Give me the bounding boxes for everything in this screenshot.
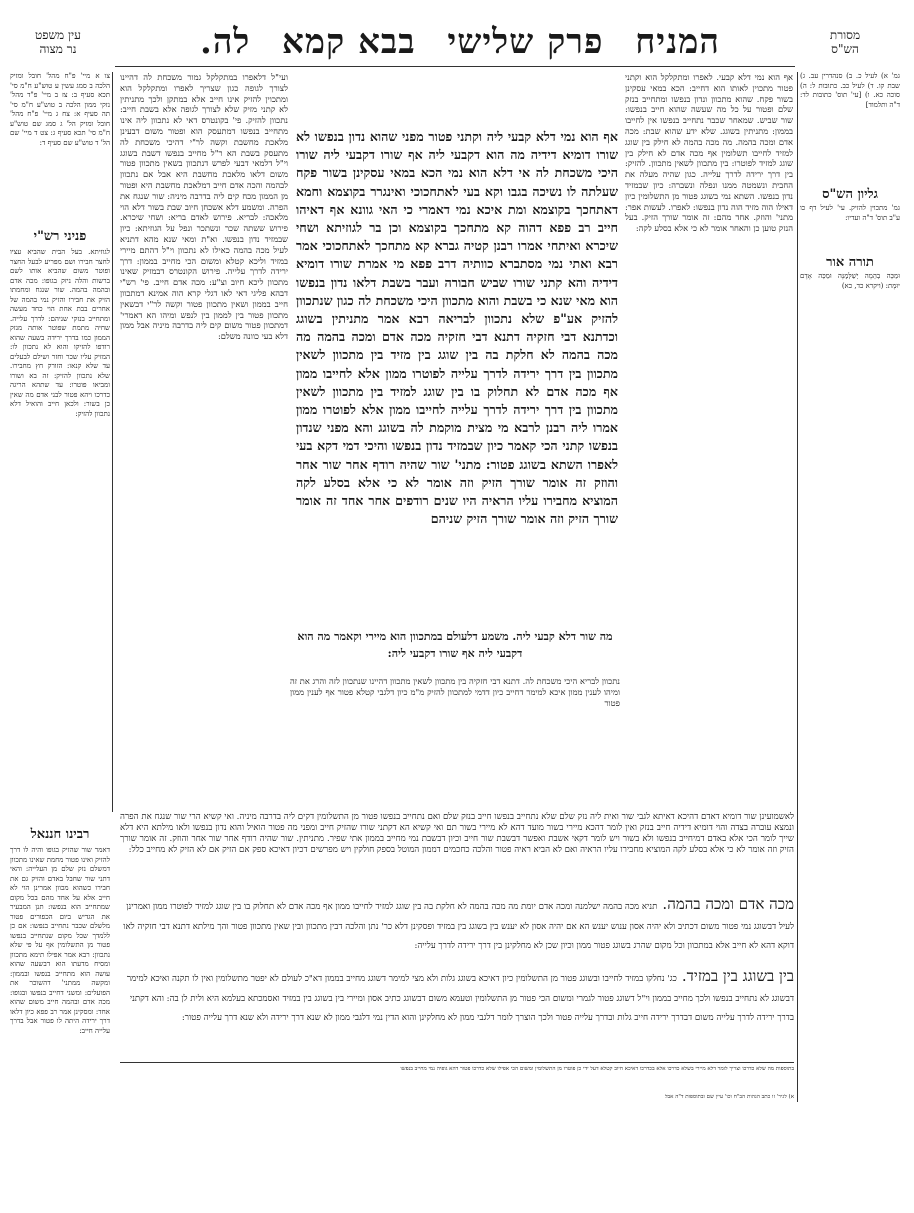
rabbenu-chananel-heading: רבינו חננאל: [30, 827, 90, 842]
masoret-hashas: גמ' א) לעיל כ. ב) סנהדרין עב. ג) שבת קו. ד) לעיל כב. כתובות ל: ה) סוכה כא. ו) [עי' תוס' כתובות לד: ד"ה ותלמוד]: [800, 72, 900, 109]
lower-commentary: לאשמועינן שור דומיא דאדם דהיכא דאיתא לגבי שור ואית ליה נזק שלם שלא נתחייב בנפשו חייב בנזק שלם ואם נתחייב בנפשו פטור מן התשלומין דקים ליה בדרבה מיניה. ואי קשיא הרי שור שנגח את הפרה ונמצא עוברה בצדה והוי דומיא דידיה חייב בנזק ואין לומר דהכא מיירי בשור מועד דהא לא מיירי בשור תם ואי קשיא הא דקתני שורו שהזיק חייב ומפני מה פטור הואיל והוא נדון בנפשו ולאו מילתא היא דלא שייך לומר הכי אלא באדם דמיחייב בנפשו ולא בשור ויש לומר דקאי אשבת ואפשר דבשבת שור חייב וכיון דבשבת נמי מחייב בממון אתי שפיר. מתניתין. שור שהיה רודף אחר שור אחר והוזק. זה אומר שורך הזיק וזה אומר לא כי אלא בסלע לקה המוציא מחבירו עליו הראיה ואם לא הביא ראיה פטור והלכה כחכמים דממון המוטל בספק חולקין ויש מפרשים דכיון דאיכא ספק אם הזיק אם לא הזיק לא מחייב כלל:: [120, 812, 794, 855]
makeh-section: [120, 894, 794, 962]
header-divider: [115, 66, 795, 67]
chapter-name: המניח: [635, 22, 720, 62]
bottom-divider: [120, 1062, 794, 1063]
page-number: לה.: [200, 22, 251, 62]
gilyon-hashas: גמ' מתכוין להזיק. עי' לעיל דף כו ע"ב תוס' ד"ה ועדיו:: [800, 204, 900, 222]
rabbenu-chananel: דאמר שור שהזיק בגופו והיה לו דרך להזיק ואינו פטור מחמת שאינו מתכוון דמשלם נזק שלם מן העלייה: והאי דתני שור שחבל באדם והזיק גם את חבירו כשהוא מכוון אמרינן הוי לא חייב אלא על אחד מהם בכל מקום שמתחייב הוא בנפשו: תנן המבעיר את הגדיש ביום הכפורים פטור מלשלם שכבר נתחייב בנפשו: אם כן ללמדך שכל מקום שנתחייב בנפשו פטור מן התשלומין אף על פי שלא נתכוון: רבא אמר אפילו תימא מתכוון ומסיח מדעתו הוא דבשעה שהוא עושה הוא מתחייב בנפשו ובממון: ומקשה ממתני' דהשוכר את הפועלים: ומשני דחייב בנפשו ובגופו: מכה אדם ובהמה חייב משום שהוא אחד: ומסקינן אמר רב פפא כיון דלאו דרך ירידה היתה לו פטור אבל בדרך עלייה חייב:: [10, 846, 110, 1035]
gilyon-hashas-heading: גליון הש"ס: [822, 187, 878, 202]
mah-shor-heading: מה שור דלא קבעי ליה. משמע דלעולם במתכוון הוא מיירי וקאמר מה הוא דקבעי ליה אף שורו דקבעי ליה:: [297, 630, 613, 660]
left-column-divider: [112, 72, 113, 812]
tosafot: ועי"ל דלאפרו במתקלקל גמור משכחת לה דהיינו לצורך לגופה כגון שצריך לאפרו ומתקלקל הוא ומתכוין להזיק אינו חייב אלא במתקן ולכך מתניתין לא קתני מזיק שלא לצורך לגופה אלא בשבת חייב: נתכוון להזיק. פי' בקונטרס דאי לא נתכוון ליה אינו מתחייב בנפשו דמתעסק הוא ופטור משום דבעינן מלאכת מחשבת וקשה לר"י דהיכי משכחת לה מתעסק בשבת הא ר"ל מחייב בנפשו דשבת בשוגג וי"ל דלמאי דבעי לפרש דנתכוון בשאין מתכוון פטור משום דלאו מלאכת מחשבת היא אבל אם נתכוון לבהמה והכה אדם חייב דמלאכת מחשבת היא ופטור מן הממון מכח קים ליה בדרבה מיניה: שור שנגח את הפרה. ומשמע דלא אשכחן חיוב שבת בשור דלא הוי מלאכה: לבריא. פירוש לאדם בריא: ושחי שיכרא. פירוש ששתה שכר ונשתכר ונפל על הגוזיתא: כיון שבמזיד נדון בנפשו. וא"ת ומאי שנא מהא דתניא לעיל מכה בהמה כאילו לא נתכוון וי"ל דהתם מיירי במזיד וליכא קטלא ומשום הכי מחייב בממון: דרך ירידה לדרך עלייה. פירוש הקונטרס דבמזיק שאינו מתכוון ליכא חיוב וצ"ע: מכה אדם חייב. פי' רש"י דבהא פליגי דאי לאו דגלי קרא הוה אמינא דמתכוון חייב בממון ושאין מתכוון פטור וקשה לר"י דבשאין מתכוון פטור בין לממון בין לנפש ומיהו הא דאמרי' דמתכוון פטור משום קים ליה בדרבה מיניה אבל ממון דלא בעי כוונה משלם:: [120, 72, 288, 342]
right-margin-heading: מסורת הש"ס: [829, 28, 861, 56]
footer-line: בתוספות מה שלא כדרכו וצריך לומר דלא מיירי בשלא כדרכו אלא בכדרכו דאיכא חיוב קטלא דעל ידי כן פוטרו מן התשלומין ומשום הכי אפילו שלא כדרכו פטור דהא גופיה נמי מחייב בנפשו: [400, 1066, 794, 1072]
gemara-text: אף הוא נמי דלא קבעי ליה וקתני פטור מפני שהוא נדון בנפשו לא שורו דומיא דידיה מה הוא דקבעי ליה אף שורו דקבעי ליה שורו היכי משכחת לה אי דלא הוא נמי הכא במאי עסקינן בשור פקח שעלתה לו נשיכה בגבו וקא בעי לאתחכוכי ואינגרר בקוצמא וחמא דאתחכך בקוצמא ומת איכא נמי דאמרי כי האי גוונא אף דאיהו חייב רב פפא דהוה קא מתחכך בקוצמא וכן בר לגוזיתא ושחי שיכרא ואיתחי אמרו רבנן קטיה גברא קא מתחכך לאתחכוכי אמר רבא ואתי נמי מסתברא כוותיה דרב פפא מי אמרת שורו דומיא דידיה והא קתני שורו שביש חבורה ועבר בשבת דלאו נדון בנפשו הוא מאי שנא כי בשבת והוא מתכוון היכי משכחת לה כגון שנתכוון להזיק אע"פ שלא נתכוון לבריאה רבא אמר מתניתין בשוגג וכדתנא דבי חזקיה דתנא דבי חזקיה מכה אדם ומכה בהמה מה מכה בהמה לא חלקת בה בין שוגג בין מזיד בין מתכוון לשאין מתכוון בין דרך ירידה לדרך עלייה לפוטרו ממון אלא לחייבו ממון אף מכה אדם לא תחלוק בו בין שוגג למזיד בין מתכוון לשאין מתכוון בין דרך ירידה לדרך עלייה לחייבו ממון אלא לפוטרו ממון אמרו ליה רבנן לרבא מי מצית מוקמת לה בשוגג והא מפני שנדון בנפשו קתני הכי קאמר כיון שבמזיד נדון בנפשו והיכי דמי דקא בעי לאפרו השתא בשוגג פטור: מתני' שור שהיה רודף אחר שור אחר והוזק זה אומר שורך הזיק וזה אומר לא כי אלא בסלע לקה המוציא מחבירו עליו הראיה היו שנים רודפים אחר אחד זה אומר שורך הזיק וזה אומר שורך הזיק שניהם: [296, 129, 618, 527]
torah-or: וּמַכֵּה בְהֵמָה יְשַׁלְּמֶנָּה וּמַכֵּה אָדָם יוּמָת: (ויקרא כד, כא): [800, 272, 900, 290]
ein-mishpat: צו א מיי' פ"ח מהל' חובל ומזיק הלכה ב סמג עשין ע טוש"ע ח"מ סי' תכא סעיף ב: צז ב מיי' פ"ד מהל' נזקי ממון הלכה ב טוש"ע ח"מ סי' תה סעיף א: צח ג מיי' פ"ח מהל' חובל ומזיק הל' ג סמג שם טוש"ע ח"מ סי' תכא סעיף ג: צט ד מיי' שם הל' ד טוש"ע שם סעיף ד:: [10, 72, 110, 147]
bein-heading: בין בשוגג בין במזיד.: [681, 967, 794, 985]
page-header: [200, 22, 720, 62]
tractate-title: בבא קמא: [282, 22, 416, 62]
right-column-divider: [797, 72, 798, 1102]
nitkavein-lebari: נתכוון לבריא היכי משכחת לה. דתנא דבי חזקיה בין מתכוון לשאין מתכוון דהיינו שנתכוון לזה והרג את זה ומיהו לענין ממון איכא למימר דחייב כיון דדמי למתכוון להזיק מ"מ כיון דלגבי קטלא פטור אף לענין ממון פטור: [290, 676, 620, 708]
makeh-heading: מכה אדם ומכה בהמה.: [662, 895, 794, 913]
left-margin-heading: עין משפט נר מצוה: [35, 28, 81, 56]
footnote: א) לגיר' זו כתב הגהות הב"ח וכו' עיין שם ובתוספות ד"ה אבל: [664, 1094, 794, 1100]
bein-section: [120, 966, 794, 1046]
rashi: אף הוא נמי דלא קבעי. לאפרו ומתקלקל הוא וקתני פטור מתכוין לאותו הוא דחייב: הכא במאי עסקינן בשור פקח. שהוא מתכוון ונדון בנפשו ומתחייב בנזק שלם ופטור על כל מה שעשה שהוא חייב בנפשו: שור שביש. שמאחר שכבר נתחייב בנפשו אין לחייבו בממון: מתניתין בשוגג. שלא ידע שהוא שבת: מכה אדם ומכה בהמה. מה מכה בהמה לא חילק בין שוגג למזיד לחייבו תשלומין אף מכה אדם לא חילק בין שוגג למזיד לפוטרו: בין מתכוון לשאין מתכוון. להזיק: בין דרך ירידה לדרך עלייה. כגון שהיה מעלה את החבית ונשמטה ממנו ונפלה ונשברה: כיון שבמזיד נדון בנפשו. השתא נמי בשוגג פטור מן התשלומין כיון דאילו הוה מזיד הוה נדון בנפשו: לאפרו. לעשות אפר: מתני' והוזק. אחד מהם: זה אומר שורך הזיק. בעל הנזק טוען כן והאחר אומר לא כי אלא בסלע לקה:: [625, 72, 793, 234]
penei-rashi: לגוזיתא. בעל הבית שהביא עציו לחצר חבירו ושם מפריע לבעל החצר ופוטר משום שהביא אותו לשם ברשות והלה ניזק בגופו: מכה אדם ובהמה בהמה. שור שנגח ומחמתו הזיק את חבירו והזיק נמי בהמה של אחרים בבת אחת הוי כחד מעשה ומתחייב בנזקי שניהם: לדרך עלייה. שחיה מתמת שפוטר אותה מנזק הממון כמו בדרך ירידה בשעה שהוא רודפו להזיקו והוא לא נתכוון לו: המזיק עליו שכר וחזר ושילם לבעלים עד שלא קנאו: הזורק חץ מחבירו. שלא נתכוון להזיק: זה בא ושורו ומביאו פוטרו: עד שתהא הריגה כדרכו ויהא פטור לבני אדם מה שאין כן בשור: ולכאן חייב והואיל דלא נתכוון להזיק:: [10, 248, 110, 418]
bein-text: כג' נחלקו במזיד לחייבו ובשוגג פטור מן התשלומין כיון דאיכא בשוגג גלות ולא מצי למימר דשוגג מחייב בממון דא"כ לעולם לא יפטר מתשלומין ואין לו תקנה ואיכא למימר דבשוגג לא נתחייב בנפשו ולכך מחייב בממון וי"ל דשוגג פטור לגמרי ומשום הכי פטור מן התשלומין וטעמא משום דבשוגג כתיב אסון ומיירי בין בשוגג בין במזיד ואסמכתא בעלמא היא ולית לן בה: והא דקתני בדרך ירידה לדרך עלייה משום דבדרך ירידה חייב גלות ובדרך עלייה פטור ולכך הוצרך לומר דלגבי ממון לא מחלקינן והוא הדין נמי דלגבי ממון לא שנא דרך ירידה ולא שנא דרך עלייה פטור:: [126, 974, 794, 1023]
makeh-text: תניא מכה בהמה ישלמנה ומכה אדם יומת מה מכה בהמה לא חלקת בה בין שוגג למזיד לחייבו ממון אף מכה אדם לא תחלוק בו בין שוגג למזיד לפוטרו ממון ואמרינן לעיל דבשוגג נמי פטור משום דכתיב ולא יהיה אסון ענוש יענש הא אם יהיה אסון לא יענש בין בשוגג בין במזיד ופסקינן דלא כר' נתן והלכה דבין מתכוון ובין שאין מתכוון פטור והך מילתא דתנא דבי חזקיה לאו דוקא דהא לא חייב אלא במתכוון וכל מקום שהרג בשוגג פטור ממון וכיון שכן לא מחלקינן בין דרך ירידה לדרך עלייה:: [123, 902, 794, 951]
penei-rashi-heading: פניני רש"י: [33, 229, 87, 244]
torah-or-heading: תורה אור: [826, 255, 874, 270]
chapter-title: פרק שלישי: [447, 22, 604, 62]
